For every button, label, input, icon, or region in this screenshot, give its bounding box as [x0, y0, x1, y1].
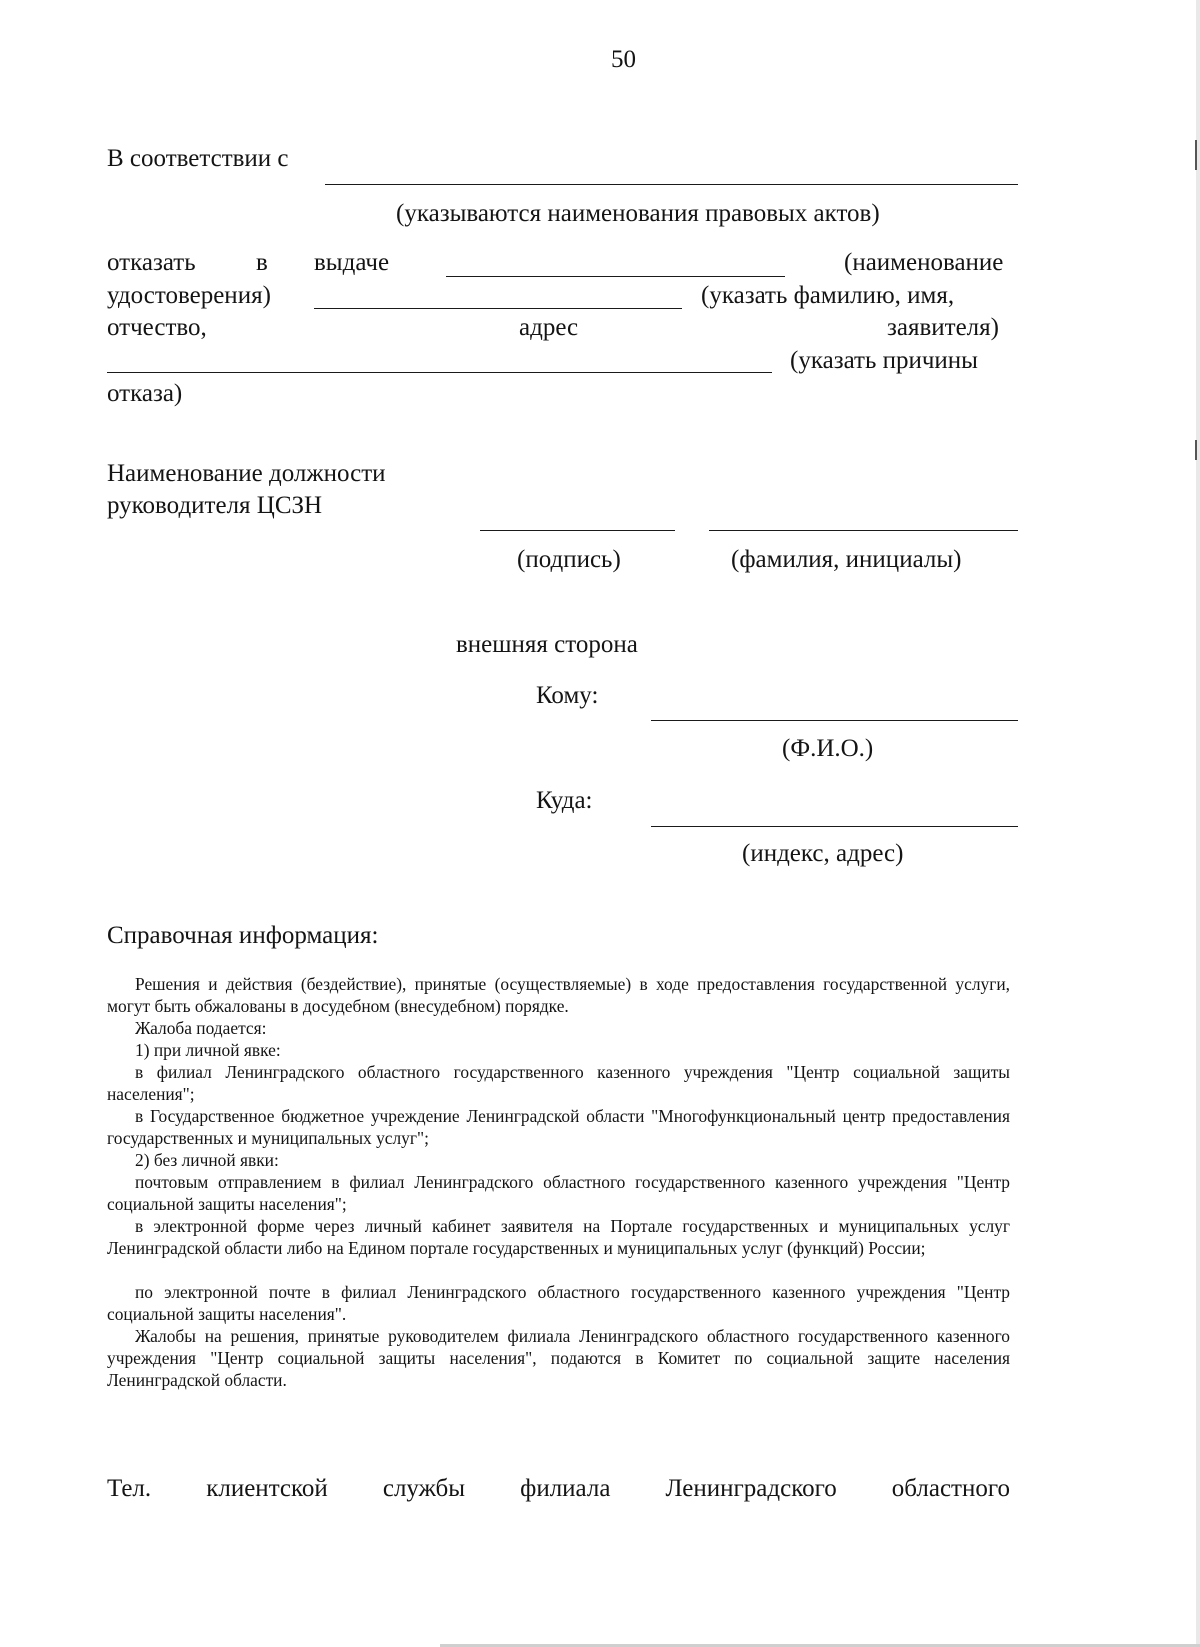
- scan-edge-mark: [1195, 440, 1197, 460]
- refusal-word-ukazat-fio: (указать фамилию, имя,: [701, 282, 955, 309]
- page-number: 50: [611, 46, 636, 73]
- reference-paragraph: по электронной почте в филиал Ленинградского областного государственного казенного учреждения "Центр социальной защиты населения".: [107, 1282, 1010, 1324]
- signature-blank-line: [480, 530, 675, 531]
- applicant-name-blank-line: [314, 308, 682, 309]
- recipient-caption: (Ф.И.О.): [782, 735, 874, 762]
- envelope-heading: внешняя сторона: [456, 631, 638, 658]
- legal-acts-blank-line: [325, 184, 1018, 185]
- reference-paragraph: Решения и действия (бездействие), принятые (осуществляемые) в ходе предоставления государственной услуги, могут быть обжалованы в досудебном (внесудебном) порядке.: [107, 974, 1010, 1016]
- intro-label: В соответствии с: [107, 145, 289, 172]
- refusal-word-zayavitelya: заявителя): [887, 314, 999, 341]
- signature-caption: (подпись): [517, 546, 621, 573]
- position-title-line1: Наименование должности: [107, 460, 386, 487]
- refusal-word-otkaza: отказа): [107, 380, 183, 407]
- reason-blank-line: [107, 372, 772, 373]
- legal-acts-caption: (указываются наименования правовых актов): [396, 200, 880, 227]
- scan-edge-mark: [1195, 140, 1197, 170]
- reference-heading: Справочная информация:: [107, 922, 379, 949]
- reference-paragraph: 2) без личной явки:: [135, 1150, 279, 1170]
- scan-edge: [1196, 0, 1200, 1647]
- reference-paragraph: Жалоба подается:: [135, 1018, 267, 1038]
- where-label: Куда:: [536, 787, 593, 814]
- refusal-word-v: в: [256, 249, 268, 276]
- refusal-word-naimenovanie: (наименование: [844, 249, 1004, 276]
- refusal-word-otkazat: отказать: [107, 249, 196, 276]
- refusal-word-vydache: выдаче: [314, 249, 390, 276]
- reference-paragraph: 1) при личной явке:: [135, 1040, 281, 1060]
- to-label: Кому:: [536, 682, 599, 709]
- position-title-line2: руководителя ЦСЗН: [107, 492, 323, 519]
- recipient-blank-line: [651, 720, 1018, 721]
- reference-paragraph: Жалобы на решения, принятые руководителем филиала Ленинградского областного государственного казенного учреждения "Центр социальной защиты населения", подаются в Комитет по социальной защите населения Ленинградской области.: [107, 1326, 1010, 1390]
- name-initials-blank-line: [709, 530, 1018, 531]
- address-caption: (индекс, адрес): [742, 840, 904, 867]
- certificate-blank-line: [446, 276, 785, 277]
- reference-paragraph: в филиал Ленинградского областного государственного казенного учреждения "Центр социальной защиты населения";: [107, 1062, 1010, 1104]
- refusal-word-otchestvo: отчество,: [107, 314, 207, 341]
- client-service-phone-line: Тел. клиентской службы филиала Ленинградского областного: [107, 1475, 1010, 1502]
- reference-paragraph: в электронной форме через личный кабинет заявителя на Портале государственных и муниципальных услуг Ленинградской области либо на Едином портале государственных и муниципальных услуг (функций) России;: [107, 1216, 1010, 1258]
- address-blank-line: [651, 826, 1018, 827]
- refusal-word-udostovereniya: удостоверения): [107, 282, 271, 309]
- refusal-word-ukazat-prichiny: (указать причины: [790, 347, 978, 374]
- name-initials-caption: (фамилия, инициалы): [731, 546, 962, 573]
- reference-paragraph: в Государственное бюджетное учреждение Ленинградской области "Многофункциональный центр предоставления государственных и муниципальных услуг";: [107, 1106, 1010, 1148]
- reference-paragraph: почтовым отправлением в филиал Ленинградского областного государственного казенного учреждения "Центр социальной защиты населения";: [107, 1172, 1010, 1214]
- refusal-word-adres: адрес: [519, 314, 579, 341]
